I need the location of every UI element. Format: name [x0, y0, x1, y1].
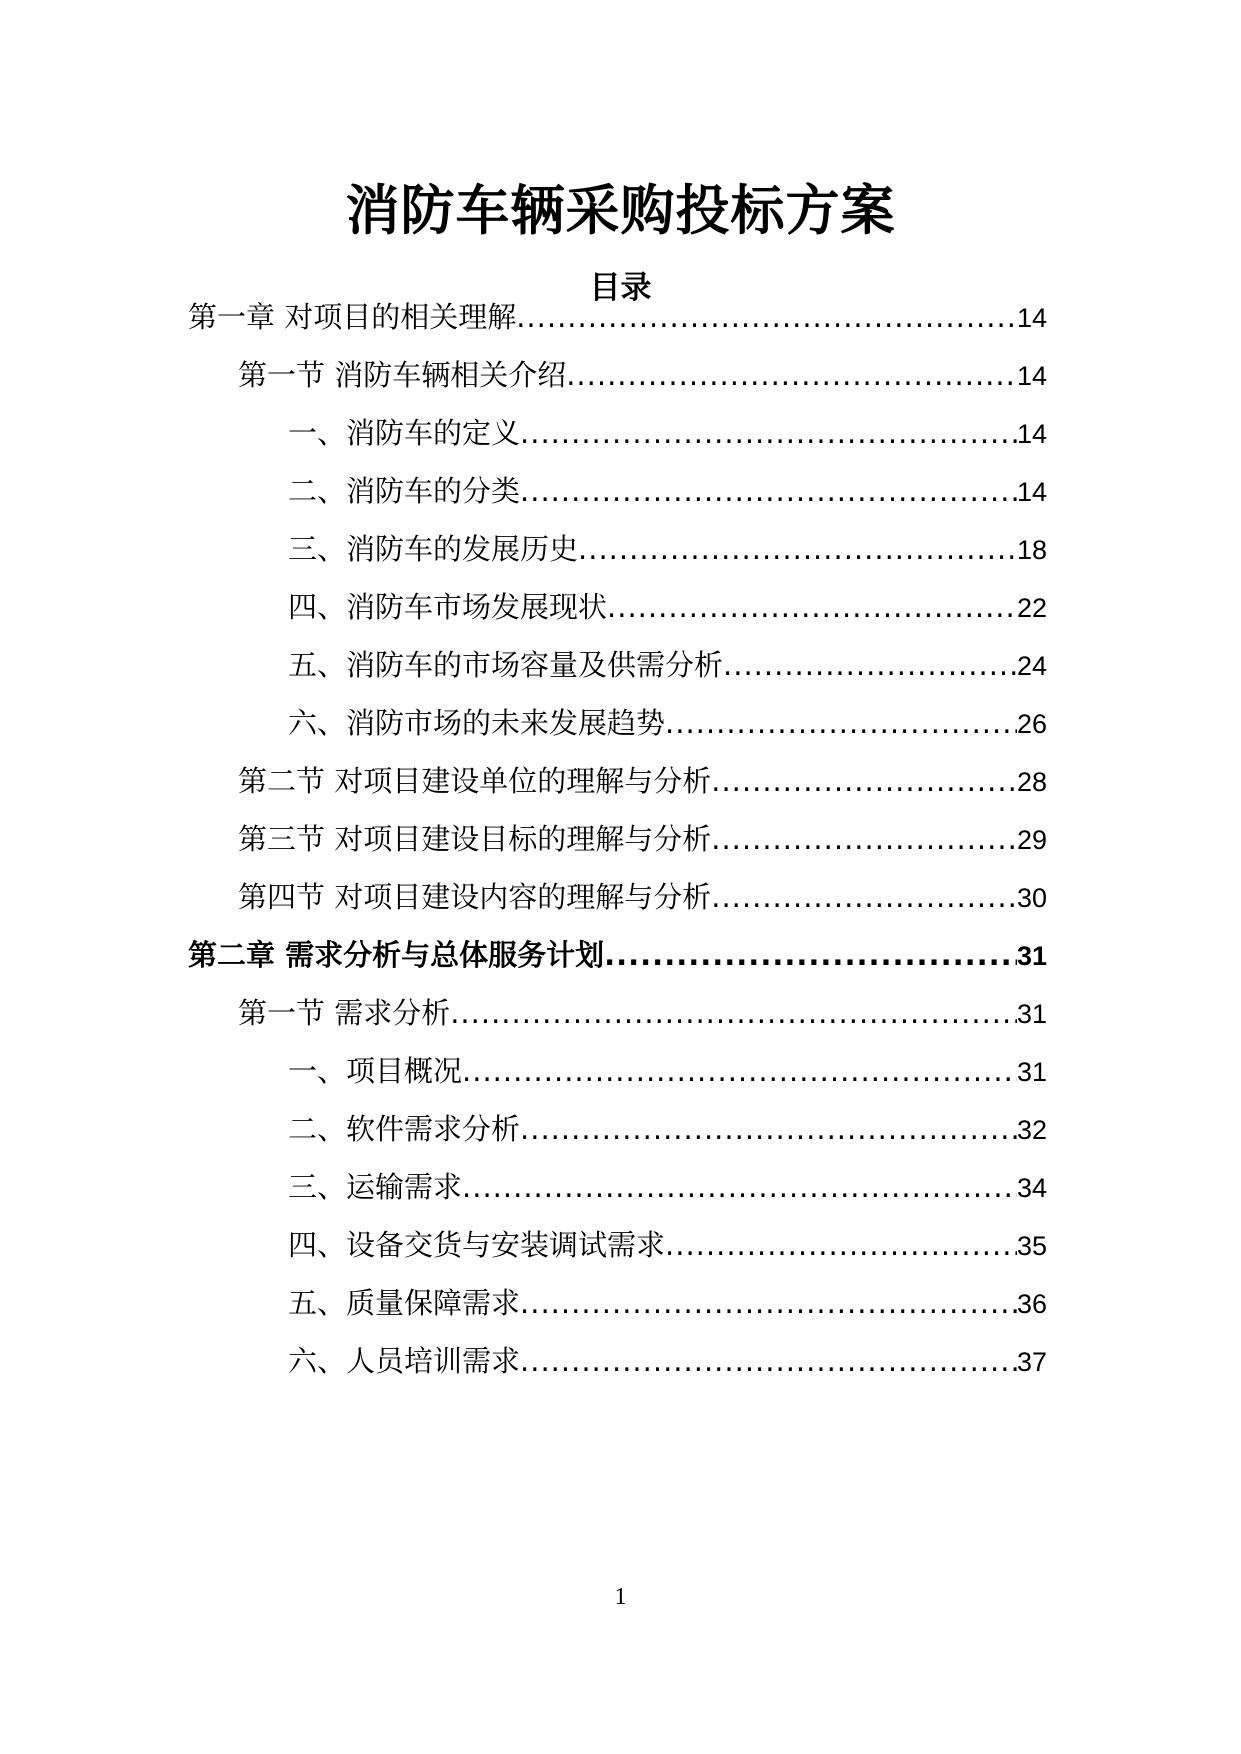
toc-entry-title: 二、消防车的分类 — [288, 474, 521, 508]
toc-entry-subsection[interactable] — [288, 1048, 1047, 1094]
toc-dot-leader — [723, 642, 1017, 688]
toc-entry-title: 四、设备交货与安装调试需求 — [288, 1228, 666, 1262]
toc-page-number: 31 — [1016, 1057, 1047, 1087]
toc-dot-leader — [566, 352, 1017, 398]
toc-entry-title: 三、运输需求 — [288, 1170, 463, 1204]
document-title: 消防车辆采购投标方案 — [345, 179, 896, 242]
toc-dot-leader — [711, 758, 1017, 804]
toc-dot-leader — [665, 1222, 1017, 1268]
toc-entry-subsection[interactable] — [288, 1338, 1047, 1384]
toc-page-number: 28 — [1016, 767, 1047, 797]
toc-entry-subsection[interactable] — [288, 1222, 1047, 1268]
toc-entry-subsection[interactable] — [288, 1280, 1047, 1326]
toc-entry-title: 第二章 需求分析与总体服务计划 — [188, 938, 605, 972]
toc-entry-chapter-1[interactable] — [188, 294, 1047, 340]
toc-page-number: 14 — [1016, 361, 1047, 391]
toc-entry-title: 六、人员培训需求 — [288, 1344, 521, 1378]
toc-page-number: 26 — [1016, 709, 1047, 739]
toc-entry-section[interactable] — [238, 352, 1047, 398]
toc-entry-subsection[interactable] — [288, 1106, 1047, 1152]
toc-dot-leader — [462, 1164, 1017, 1210]
toc-page-number: 35 — [1016, 1231, 1047, 1261]
toc-entry-title: 第一节 消防车辆相关介绍 — [238, 358, 567, 392]
toc-page-number: 30 — [1016, 883, 1047, 913]
toc-dot-leader — [516, 294, 1017, 340]
page-number: 1 — [614, 1584, 627, 1610]
toc-page-number: 36 — [1016, 1289, 1047, 1319]
toc-entry-subsection[interactable] — [288, 642, 1047, 688]
toc-page-number: 18 — [1016, 535, 1047, 565]
toc-dot-leader — [520, 1338, 1017, 1384]
toc-entry-chapter-2[interactable] — [188, 932, 1047, 978]
toc-page-number: 31 — [1016, 999, 1047, 1029]
toc-dot-leader — [711, 816, 1017, 862]
toc-entry-title: 第一节 需求分析 — [238, 996, 451, 1030]
toc-dot-leader — [665, 700, 1017, 746]
toc-page-number: 24 — [1016, 651, 1047, 681]
toc-entry-subsection[interactable] — [288, 410, 1047, 456]
toc-page-number: 14 — [1016, 419, 1047, 449]
toc-entry-title: 一、项目概况 — [288, 1054, 463, 1088]
toc-dot-leader — [520, 1106, 1017, 1152]
toc-entry-title: 二、软件需求分析 — [288, 1112, 521, 1146]
toc-page-number: 37 — [1016, 1347, 1047, 1377]
toc-entry-subsection[interactable] — [288, 1164, 1047, 1210]
toc-entry-title: 第二节 对项目建设单位的理解与分析 — [238, 764, 712, 798]
toc-entry-title: 六、消防市场的未来发展趋势 — [288, 706, 666, 740]
toc-entry-title: 五、质量保障需求 — [288, 1286, 521, 1320]
toc-entry-title: 第一章 对项目的相关理解 — [188, 300, 517, 334]
toc-dot-leader — [520, 468, 1017, 514]
toc-page-number: 14 — [1016, 303, 1047, 333]
toc-entry-title: 四、消防车市场发展现状 — [288, 590, 608, 624]
toc-entry-subsection[interactable] — [288, 468, 1047, 514]
toc-entry-section[interactable] — [238, 990, 1047, 1036]
toc-page-number: 34 — [1016, 1173, 1047, 1203]
toc-dot-leader — [607, 584, 1017, 630]
toc-entry-title: 第三节 对项目建设目标的理解与分析 — [238, 822, 712, 856]
toc-dot-leader — [462, 1048, 1017, 1094]
toc-page-number: 31 — [1016, 941, 1047, 971]
toc-heading: 目录 — [589, 270, 652, 306]
toc-entry-subsection[interactable] — [288, 584, 1047, 630]
toc-page-number: 32 — [1016, 1115, 1047, 1145]
toc-page-number: 22 — [1016, 593, 1047, 623]
toc-page-number: 29 — [1016, 825, 1047, 855]
toc-entry-subsection[interactable] — [288, 700, 1047, 746]
toc-entry-title: 三、消防车的发展历史 — [288, 532, 579, 566]
toc-entry-subsection[interactable] — [288, 526, 1047, 572]
toc-entry-section[interactable] — [238, 874, 1047, 920]
toc-entry-title: 一、消防车的定义 — [288, 416, 521, 450]
toc-dot-leader — [578, 526, 1017, 572]
toc-dot-leader — [520, 410, 1017, 456]
toc-entry-title: 第四节 对项目建设内容的理解与分析 — [238, 880, 712, 914]
toc-dot-leader — [604, 932, 1017, 978]
toc-entry-section[interactable] — [238, 758, 1047, 804]
toc-entry-section[interactable] — [238, 816, 1047, 862]
toc-page-number: 14 — [1016, 477, 1047, 507]
toc-dot-leader — [520, 1280, 1017, 1326]
toc-dot-leader — [711, 874, 1017, 920]
toc-dot-leader — [450, 990, 1017, 1036]
toc-entry-title: 五、消防车的市场容量及供需分析 — [288, 648, 724, 682]
